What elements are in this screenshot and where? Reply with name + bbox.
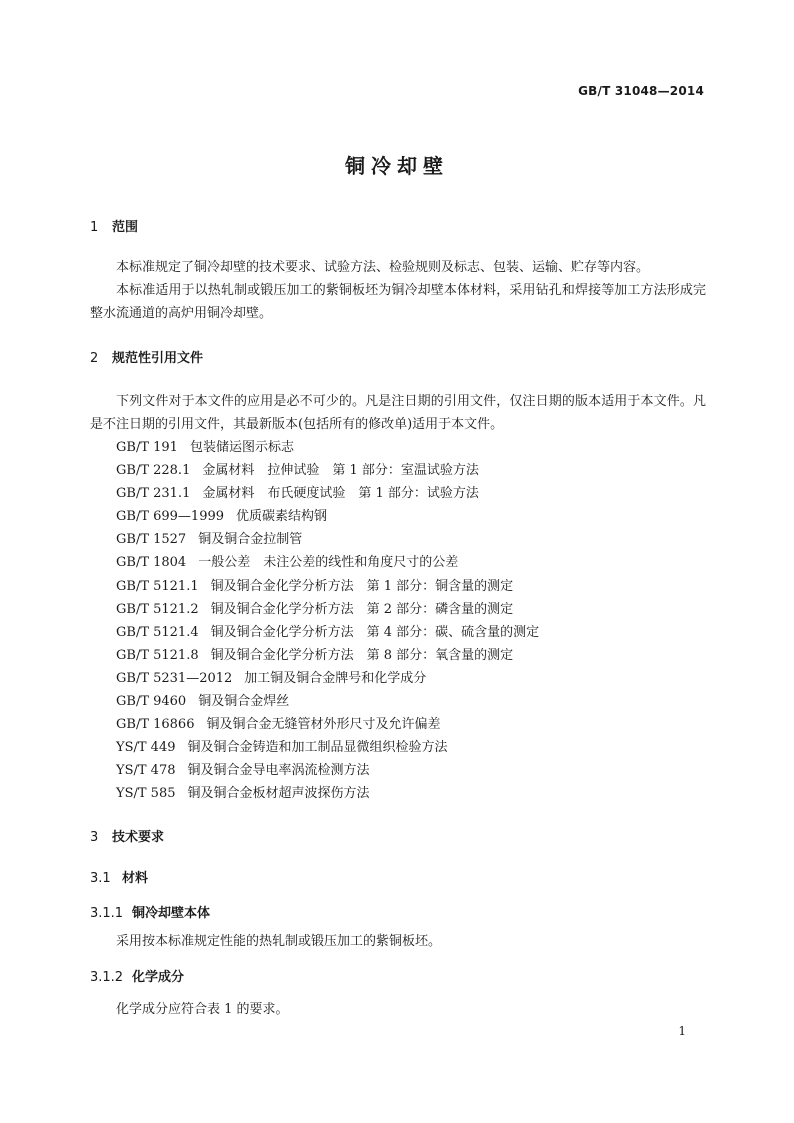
- reference-code: YS/T 478: [116, 763, 176, 779]
- list-item: [116, 667, 539, 690]
- list-item: [116, 598, 539, 621]
- reference-code: YS/T 585: [116, 786, 176, 802]
- page-number: 1: [678, 1024, 686, 1038]
- standard-code: GB/T 31048—2014: [578, 84, 704, 98]
- list-item: [116, 713, 539, 736]
- reference-title: 铜及铜合金拉制管: [198, 532, 303, 548]
- list-item: [116, 528, 539, 551]
- reference-code: GB/T 231.1: [116, 486, 191, 502]
- section-title: 铜冷却壁本体: [132, 906, 211, 921]
- section-number: 3.1.2: [90, 970, 124, 985]
- list-item: [116, 436, 539, 459]
- section-title: 化学成分: [132, 970, 185, 985]
- list-item: [116, 759, 539, 782]
- list-item: [116, 621, 539, 644]
- reference-list: [116, 436, 539, 806]
- section-3-1-2-heading: [90, 966, 184, 985]
- section-title: 规范性引用文件: [112, 351, 204, 366]
- reference-title: 铜及铜合金无缝管材外形尺寸及允许偏差: [206, 717, 441, 733]
- section-3-1-heading: [90, 867, 148, 886]
- reference-title: 一般公差 未注公差的线性和角度尺寸的公差: [198, 555, 459, 571]
- list-item: [116, 482, 539, 505]
- list-item: [116, 644, 539, 667]
- reference-code: GB/T 5121.2: [116, 601, 199, 617]
- reference-title: 金属材料 布氏硬度试验 第 1 部分：试验方法: [202, 486, 479, 502]
- reference-code: GB/T 1804: [116, 555, 187, 571]
- list-item: [116, 690, 539, 713]
- section-number: 1: [90, 220, 99, 235]
- section-3-1-1-heading: [90, 902, 210, 921]
- scope-paragraph-1: 本标准规定了铜冷却壁的技术要求、试验方法、检验规则及标志、包装、运输、贮存等内容。: [116, 260, 650, 275]
- reference-code: GB/T 191: [116, 440, 178, 455]
- reference-title: 铜及铜合金化学分析方法 第 8 部分：氧含量的测定: [210, 647, 514, 663]
- section-title: 技术要求: [112, 830, 165, 845]
- reference-code: GB/T 16866: [116, 717, 195, 733]
- section-title: 材料: [122, 871, 149, 886]
- reference-code: GB/T 699—1999: [116, 509, 225, 525]
- section-title: 范围: [112, 220, 139, 235]
- section-2-heading: [90, 347, 203, 366]
- normative-references-intro: 下列文件对于本文件的应用是必不可少的。凡是注日期的引用文件，仅注日期的版本适用于本文件。凡是不注日期的引用文件，其最新版本(包括所有的修改单)适用于本文件。: [90, 394, 706, 432]
- section-1-heading: [90, 216, 138, 235]
- list-item: [116, 459, 539, 482]
- reference-title: 铜及铜合金化学分析方法 第 4 部分：碳、硫含量的测定: [210, 624, 540, 640]
- reference-code: GB/T 5121.8: [116, 647, 199, 663]
- reference-title: 优质碳素结构钢: [236, 509, 328, 525]
- reference-title: 铜及铜合金导电率涡流检测方法: [187, 763, 370, 779]
- scope-paragraph-2: 本标准适用于以热轧制或锻压加工的紫铜板坯为铜冷却壁本体材料，采用钻孔和焊接等加工方法形成完整水流通道的高炉用铜冷却壁。: [90, 283, 706, 321]
- reference-code: GB/T 5121.4: [116, 624, 199, 640]
- reference-title: 铜及铜合金铸造和加工制品显微组织检验方法: [187, 740, 448, 756]
- list-item: [116, 551, 539, 574]
- reference-title: 包装储运图示标志: [189, 440, 294, 455]
- list-item: [116, 736, 539, 759]
- reference-title: 加工铜及铜合金牌号和化学成分: [244, 670, 427, 686]
- reference-code: GB/T 228.1: [116, 463, 191, 479]
- section-number: 2: [90, 351, 99, 366]
- reference-title: 铜及铜合金焊丝: [198, 694, 290, 710]
- list-item: [116, 575, 539, 598]
- reference-code: YS/T 449: [116, 740, 176, 756]
- section-number: 3.1: [90, 871, 111, 886]
- document-title: 铜冷却壁: [345, 154, 449, 178]
- reference-code: GB/T 5231—2012: [116, 670, 233, 686]
- reference-code: GB/T 9460: [116, 694, 187, 710]
- list-item: [116, 782, 539, 805]
- reference-code: GB/T 5121.1: [116, 578, 199, 594]
- section-3-1-2-paragraph: 化学成分应符合表 1 的要求。: [116, 1002, 289, 1017]
- list-item: [116, 505, 539, 528]
- reference-title: 金属材料 拉伸试验 第 1 部分：室温试验方法: [202, 463, 479, 479]
- reference-title: 铜及铜合金板材超声波探伤方法: [187, 786, 370, 802]
- section-number: 3: [90, 830, 99, 845]
- section-number: 3.1.1: [90, 906, 124, 921]
- reference-title: 铜及铜合金化学分析方法 第 2 部分：磷含量的测定: [210, 601, 514, 617]
- section-3-heading: [90, 826, 164, 845]
- reference-title: 铜及铜合金化学分析方法 第 1 部分：铜含量的测定: [210, 578, 514, 594]
- section-3-1-1-paragraph: 采用按本标准规定性能的热轧制或锻压加工的紫铜板坯。: [116, 934, 442, 949]
- reference-code: GB/T 1527: [116, 532, 187, 548]
